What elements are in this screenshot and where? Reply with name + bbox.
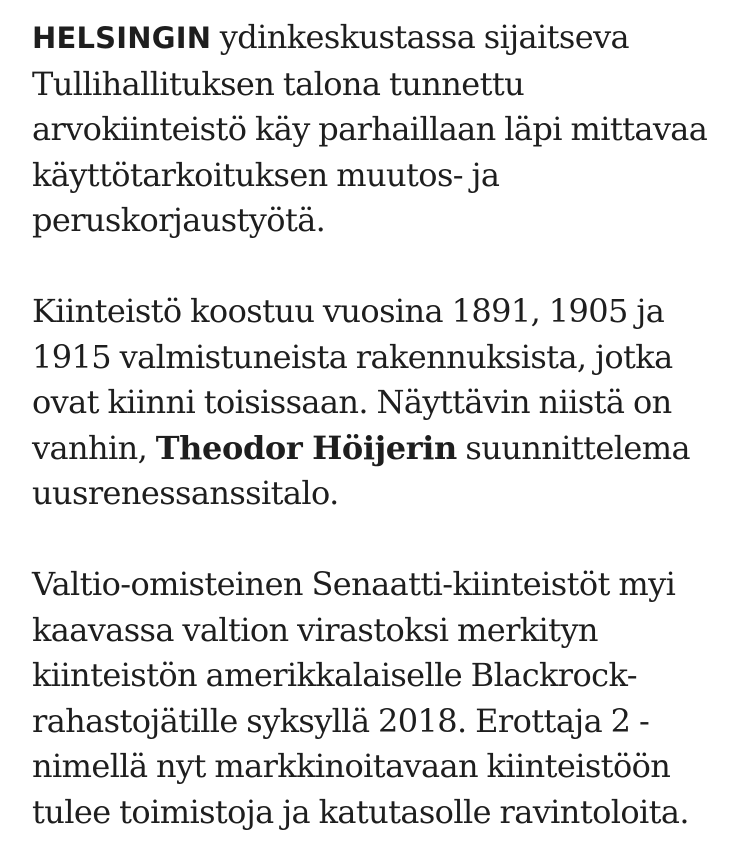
architect-name: Theodor Höijerin bbox=[155, 428, 457, 467]
article-paragraph-2 bbox=[32, 289, 730, 517]
paragraph-2-text-before: Kiinteistö koostuu vuosina 1891, 1905 ja 1915 valmistuneista rakennuksista, jotka ovat kiinni toisissaan. Näyttävin niistä on vanhin, bbox=[32, 291, 673, 467]
paragraph-1-text: ydinkeskustassa sijaitseva Tullihallituksen talona tunnettu arvokiinteistö käy parhaillaan läpi mittavaa käyttötarkoituksen muutos- ja peruskorjaustyötä. bbox=[32, 18, 708, 240]
lead-word: HELSINGIN bbox=[32, 21, 212, 55]
article-paragraph-1 bbox=[32, 15, 730, 244]
paragraph-2-text-after: suunnittelema uusrenessanssitalo. bbox=[32, 428, 690, 513]
paragraph-3-text: Valtio-omisteinen Senaatti-kiinteistöt myi kaavassa valtion virastoksi merkityn kiinteistön amerikkalaiselle Blackrock-rahastojätille syksyllä 2018. Erottaja 2 -nimellä nyt markkinoitavaan kiinteistöön tulee toimistoja ja katutasolle ravintoloita. bbox=[32, 564, 689, 831]
article-paragraph-3 bbox=[32, 562, 730, 836]
